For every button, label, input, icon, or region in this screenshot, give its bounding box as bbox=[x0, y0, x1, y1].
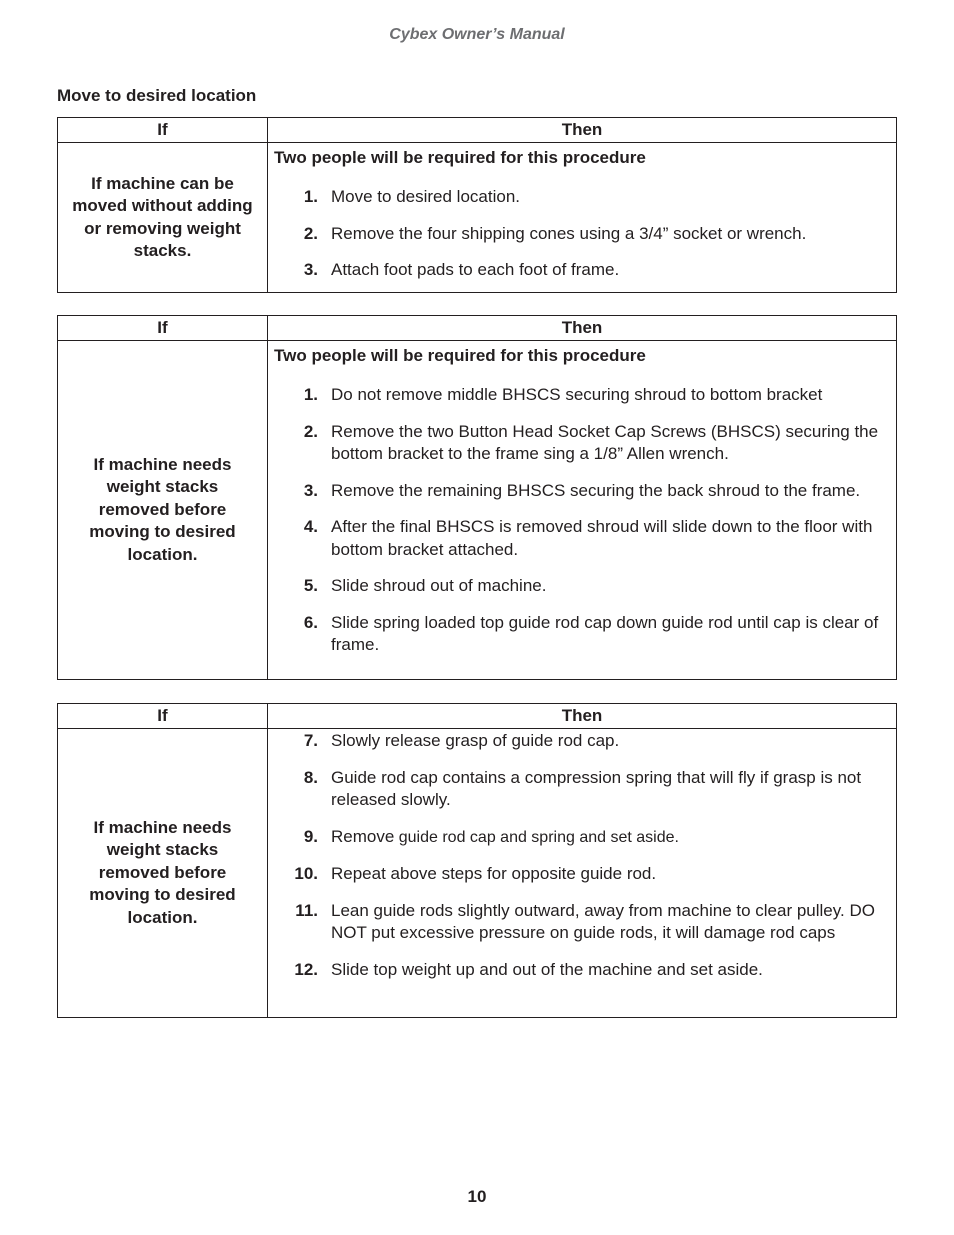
step-number: 1. bbox=[303, 187, 318, 206]
step-item bbox=[274, 959, 888, 982]
step-item bbox=[274, 186, 888, 209]
step-item bbox=[274, 223, 888, 246]
step-text: Repeat above steps for opposite guide rod. bbox=[331, 864, 657, 883]
if-then-table-2 bbox=[57, 315, 897, 680]
step-item bbox=[274, 259, 888, 282]
steps-list bbox=[274, 730, 888, 981]
step-item bbox=[274, 767, 888, 812]
step-text: Attach foot pads to each foot of frame. bbox=[331, 260, 620, 279]
step-item bbox=[274, 826, 888, 850]
step-number: 12. bbox=[294, 959, 318, 979]
step-text bbox=[331, 826, 888, 850]
step-text: Remove the remaining BHSCS securing the back shroud to the frame. bbox=[331, 480, 861, 500]
step-item bbox=[274, 516, 888, 561]
step-number: 3. bbox=[303, 480, 318, 500]
then-title: Two people will be required for this procedure bbox=[274, 346, 646, 365]
if-then-table-3 bbox=[57, 703, 897, 1018]
step-number: 2. bbox=[303, 223, 318, 243]
col-header-if: If bbox=[58, 316, 268, 341]
then-cell bbox=[268, 729, 897, 1018]
step-number: 10. bbox=[294, 864, 318, 883]
step-item bbox=[274, 480, 888, 503]
col-header-if: If bbox=[58, 118, 268, 143]
step-text: Guide rod cap contains a compression spring that will fly if grasp is not released slowly. bbox=[331, 767, 862, 809]
then-cell bbox=[268, 341, 897, 680]
step-item bbox=[274, 863, 888, 886]
if-then-table-1 bbox=[57, 117, 897, 293]
step-number: 3. bbox=[303, 260, 318, 279]
condition-cell: If machine needs weight stacks removed before moving to desired location. bbox=[58, 341, 268, 680]
condition-cell: If machine needs weight stacks removed before moving to desired location. bbox=[58, 729, 268, 1018]
step-item bbox=[274, 575, 888, 598]
step-number: 7. bbox=[303, 731, 318, 750]
step-number: 8. bbox=[303, 767, 318, 787]
step-text: Move to desired location. bbox=[331, 187, 520, 206]
step-text: Slide spring loaded top guide rod cap down guide rod until cap is clear of frame. bbox=[331, 612, 879, 654]
steps-list bbox=[274, 186, 888, 282]
step-item bbox=[274, 421, 888, 466]
col-header-then: Then bbox=[268, 704, 897, 729]
step-text: Slowly release grasp of guide rod cap. bbox=[331, 731, 620, 750]
step-text-small: guide rod cap and spring and set aside. bbox=[394, 828, 679, 846]
step-number: 11. bbox=[295, 900, 318, 920]
step-text: Slide top weight up and out of the machine and set aside. bbox=[331, 959, 763, 979]
step-text-main: Remove bbox=[331, 826, 395, 846]
then-cell bbox=[268, 143, 897, 293]
steps-list bbox=[274, 384, 888, 657]
page-number: 10 bbox=[467, 1187, 487, 1206]
step-number: 6. bbox=[303, 612, 318, 632]
col-header-if: If bbox=[58, 704, 268, 729]
step-item bbox=[274, 612, 888, 657]
step-item bbox=[274, 900, 888, 945]
step-item bbox=[274, 730, 888, 753]
section-title: Move to desired location bbox=[57, 86, 257, 105]
condition-cell: If machine can be moved without adding or removing weight stacks. bbox=[58, 143, 268, 293]
step-text: Do not remove middle BHSCS securing shroud to bottom bracket bbox=[331, 385, 823, 404]
step-item bbox=[274, 384, 888, 407]
step-number: 2. bbox=[303, 421, 318, 441]
step-text: Lean guide rods slightly outward, away from machine to clear pulley. DO NOT put excessive pressure on guide rods, it will damage rod caps bbox=[331, 900, 875, 942]
step-text: Remove the two Button Head Socket Cap Screws (BHSCS) securing the bottom bracket to the frame sing a 1/8” Allen wrench. bbox=[331, 421, 879, 463]
step-number: 1. bbox=[303, 385, 318, 404]
step-number: 5. bbox=[303, 576, 318, 595]
step-number: 4. bbox=[303, 517, 318, 536]
step-text: Remove the four shipping cones using a 3/4” socket or wrench. bbox=[331, 223, 807, 243]
col-header-then: Then bbox=[268, 316, 897, 341]
step-number: 9. bbox=[303, 826, 318, 846]
col-header-then: Then bbox=[268, 118, 897, 143]
step-text: After the final BHSCS is removed shroud will slide down to the floor with bottom bracket attached. bbox=[331, 517, 873, 559]
step-text: Slide shroud out of machine. bbox=[331, 576, 547, 595]
then-title: Two people will be required for this procedure bbox=[274, 148, 646, 167]
running-header: Cybex Owner’s Manual bbox=[389, 26, 565, 43]
